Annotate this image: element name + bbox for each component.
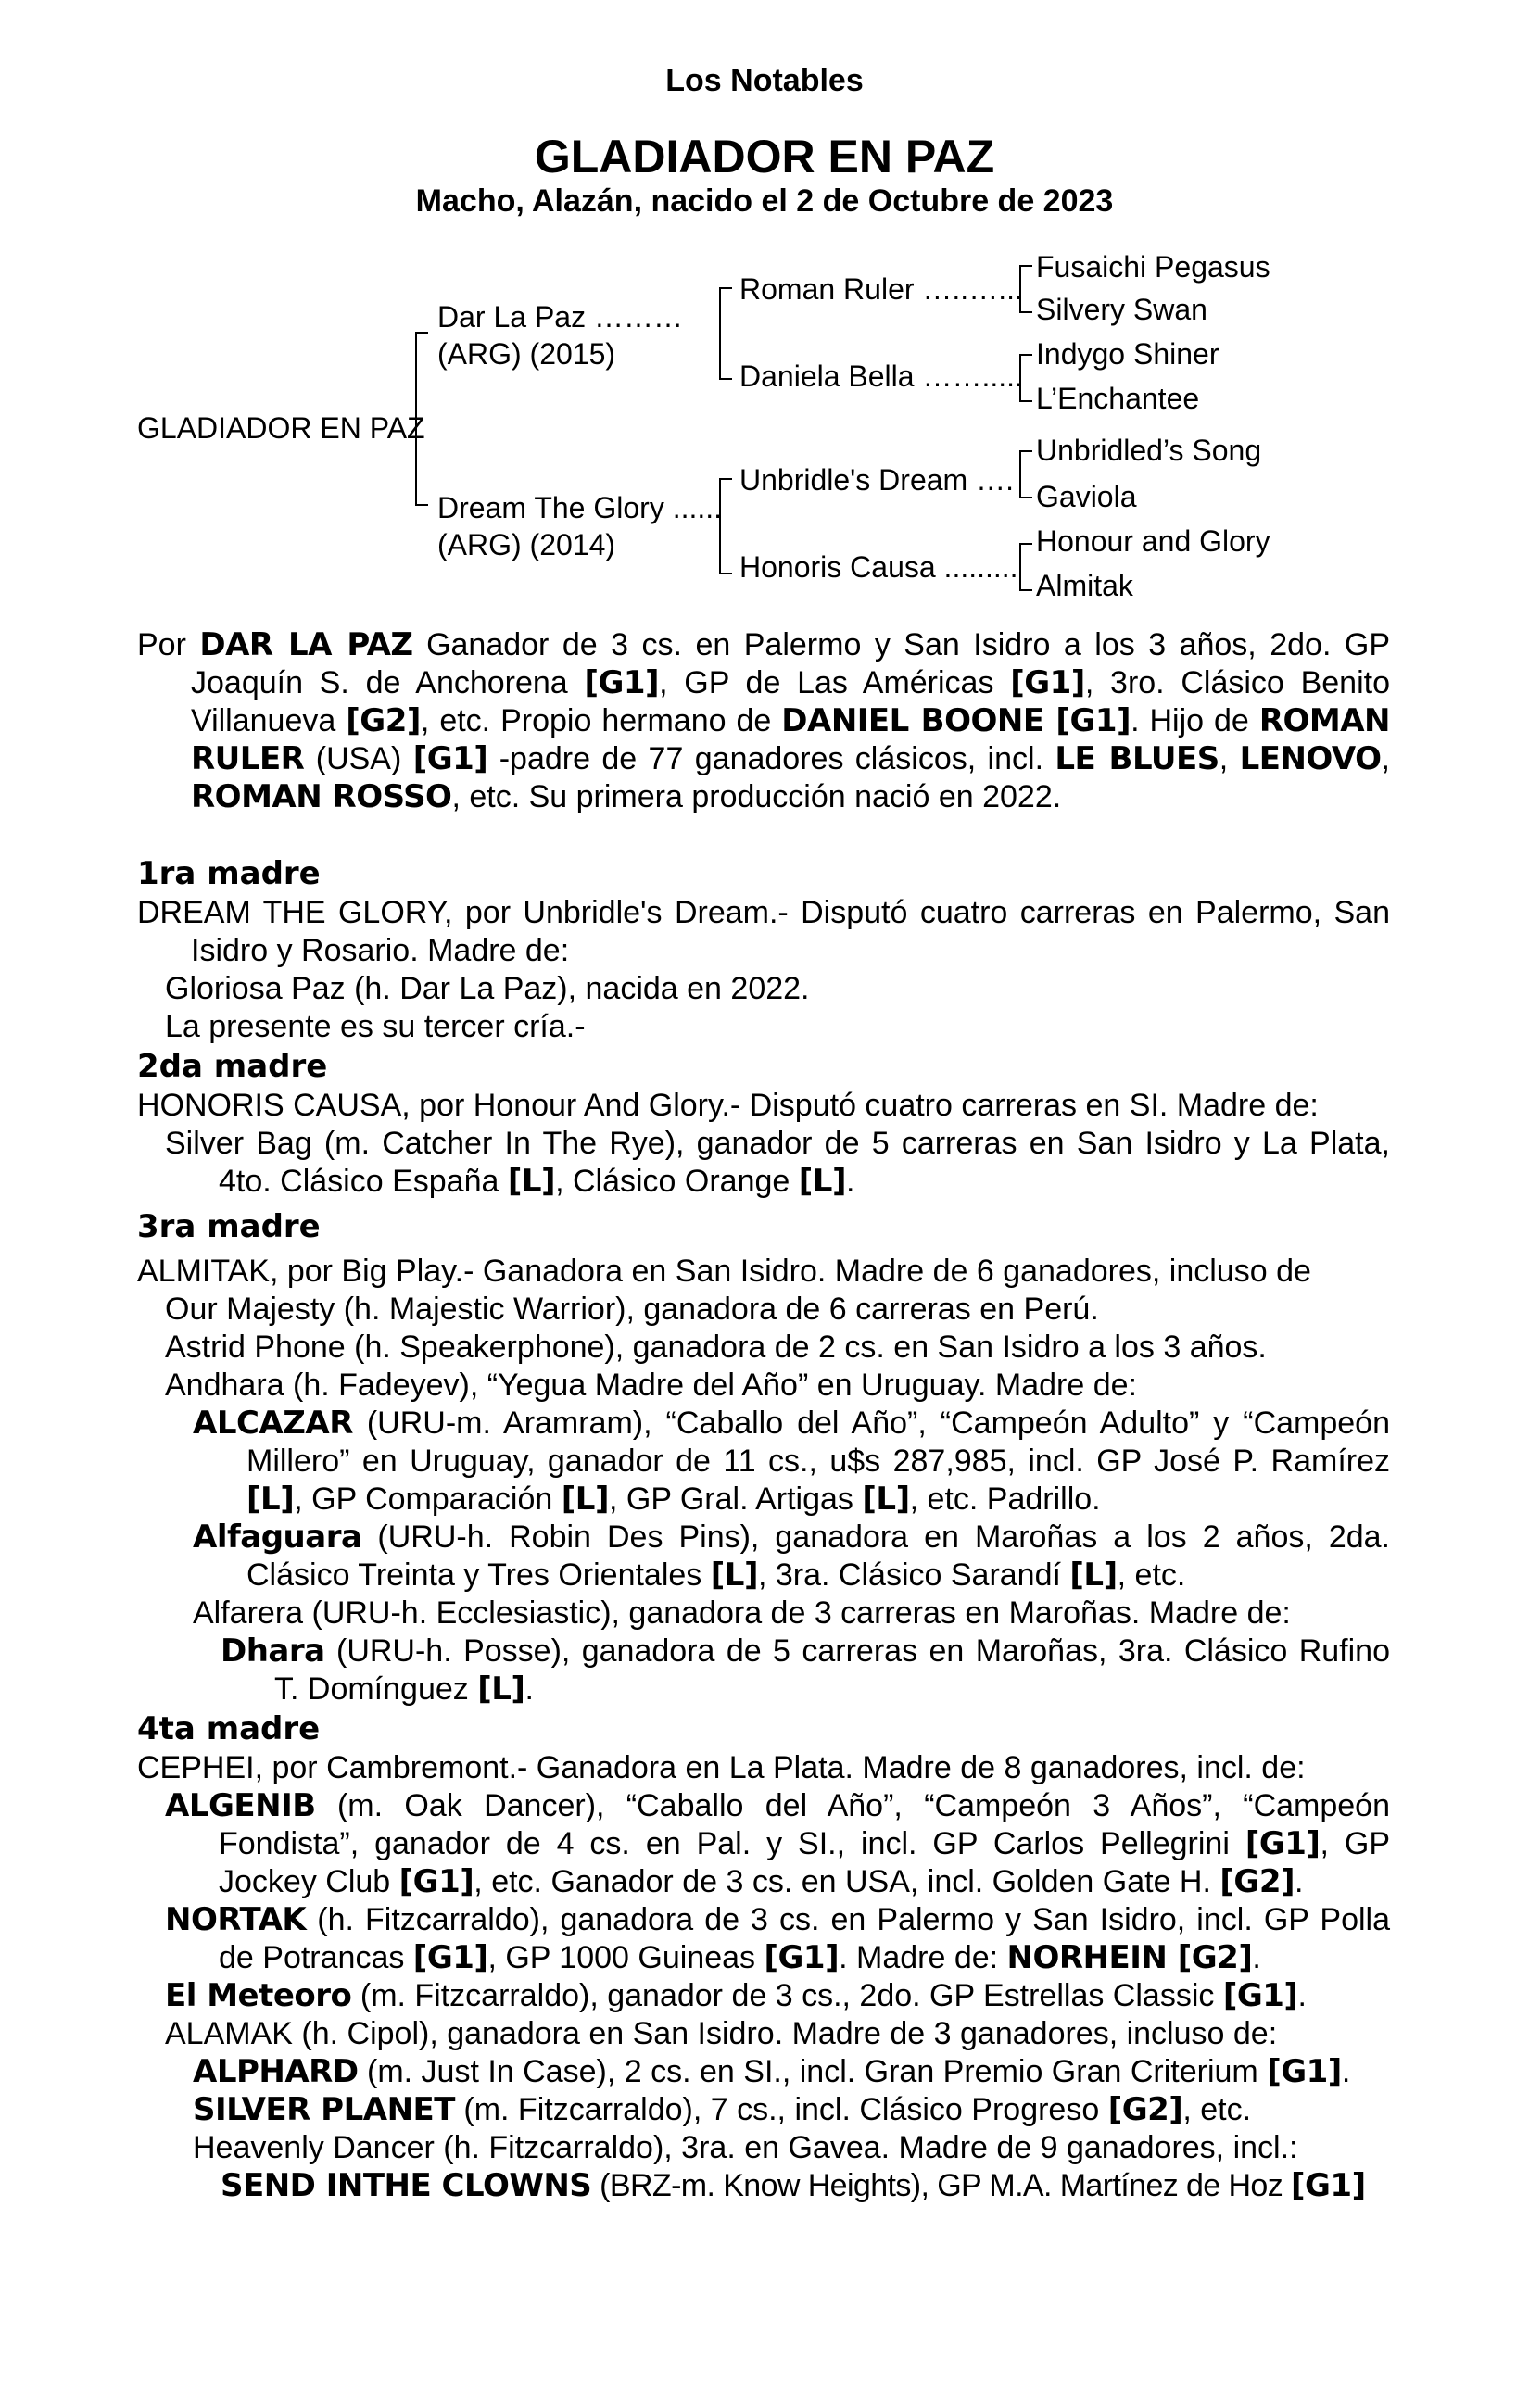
horse-name: GLADIADOR EN PAZ — [534, 131, 995, 183]
dam2-produce: Silver Bag (m. Catcher In The Rye), ganador de 5 carreras en San Isidro y La Plata, 4to. Clásico España [L], Clásico Orange [L]. — [165, 1126, 1390, 1200]
bracket-sire — [719, 287, 732, 380]
dam4-alamak: ALAMAK (h. Cipol), ganadora en San Isidro. Madre de 3 ganadores, incluso de: — [165, 2016, 1278, 2051]
pedigree-sire: Dar La Paz ……… — [437, 300, 683, 334]
dam3-entry: ALMITAK, por Big Play.- Ganadora en San Isidro. Madre de 6 ganadores, incluso de — [137, 1254, 1311, 1289]
dam3-produce-1: Our Majesty (h. Majestic Warrior), ganadora de 6 carreras en Perú. — [165, 1292, 1099, 1327]
pedigree-subject: GLADIADOR EN PAZ — [137, 411, 425, 445]
bracket-sd — [1019, 354, 1032, 402]
dam2-entry: HONORIS CAUSA, por Honour And Glory.- Disputó cuatro carreras en SI. Madre de: — [137, 1088, 1319, 1123]
section-4ta-madre: 4ta madre — [137, 1710, 321, 1747]
dam4-silver-planet: SILVER PLANET (m. Fitzcarraldo), 7 cs., incl. Clásico Progreso [G2], etc. — [193, 2091, 1252, 2128]
dam4-heavenly-dancer: Heavenly Dancer (h. Fitzcarraldo), 3ra. en Gavea. Madre de 9 ganadores, incl.: — [193, 2130, 1298, 2165]
pedigree-sire-detail: (ARG) (2015) — [437, 337, 616, 371]
sire-paragraph: Por DAR LA PAZ Ganador de 3 cs. en Palermo y San Isidro a los 3 años, 2do. GP Joaquín S. de Anchorena [G1], GP de Las Américas [G1], 3ro. Clásico Benito Villanueva [G2], etc. Propio hermano de DANIEL BOONE [G1]. Hijo de ROMAN RULER (USA) [G1] -padre de 77 ganadores clásicos, incl. LE BLUES, LENOVO, ROMAN ROSSO, etc. Su primera producción nació en 2022. — [137, 626, 1391, 815]
bracket-ss — [1019, 265, 1032, 313]
pedigree-dam-detail: (ARG) (2014) — [437, 528, 616, 561]
bracket-ds — [1019, 450, 1032, 498]
dam4-meteoro: El Meteoro (m. Fitzcarraldo), ganador de 3 cs., 2do. GP Estrellas Classic [G1]. — [165, 1977, 1307, 2014]
pedigree-g3-1: Fusaichi Pegasus — [1036, 250, 1270, 284]
pedigree-dam-sire: Unbridle's Dream …. — [739, 463, 1014, 497]
bracket-dd — [1019, 543, 1032, 591]
dam4-alphard: ALPHARD (m. Just In Case), 2 cs. en SI., incl. Gran Premio Gran Criterium [G1]. — [193, 2053, 1351, 2090]
dam4-algenib: ALGENIB (m. Oak Dancer), “Caballo del Año”, “Campeón 3 Años”, “Campeón Fondista”, ganador de 4 cs. en Pal. y SI., incl. GP Carlos Pellegrini [G1], GP Jockey Club [G1], etc. Ganador de 3 cs. en USA, incl. Golden Gate H. [G2]. — [165, 1787, 1390, 1900]
pedigree-g3-7: Honour and Glory — [1036, 524, 1270, 558]
dam3-produce-3: Andhara (h. Fadeyev), “Yegua Madre del Año” en Uruguay. Madre de: — [165, 1368, 1137, 1403]
pedigree-dam-dam: Honoris Causa ......... — [739, 550, 1018, 584]
section-3ra-madre: 3ra madre — [137, 1208, 321, 1245]
dam4-send-in-the-clowns: SEND INTHE CLOWNS (BRZ-m. Know Heights), GP M.A. Martínez de Hoz [G1] — [221, 2167, 1366, 2204]
dam1-produce: Gloriosa Paz (h. Dar La Paz), nacida en 2022. — [165, 971, 810, 1006]
section-2da-madre: 2da madre — [137, 1048, 328, 1085]
dam4-entry: CEPHEI, por Cambremont.- Ganadora en La Plata. Madre de 8 ganadores, incl. de: — [137, 1750, 1306, 1785]
pedigree-chart — [0, 241, 1529, 621]
pedigree-g3-8: Almitak — [1036, 569, 1133, 602]
pedigree-g3-5: Unbridled’s Song — [1036, 434, 1262, 467]
series-title: Los Notables — [665, 63, 864, 98]
horse-description: Macho, Alazán, nacido el 2 de Octubre de 2023 — [415, 183, 1114, 219]
dam4-nortak: NORTAK (h. Fitzcarraldo), ganadora de 3 cs. en Palermo y San Isidro, incl. GP Polla de Potrancas [G1], GP 1000 Guineas [G1]. Madre de: NORHEIN [G2]. — [165, 1901, 1390, 1976]
dam3-alfarera: Alfarera (URU-h. Ecclesiastic), ganadora de 3 carreras en Maroñas. Madre de: — [193, 1595, 1291, 1631]
pedigree-sire-sire: Roman Ruler …..…... — [739, 272, 1023, 306]
section-1ra-madre: 1ra madre — [137, 855, 321, 892]
pedigree-sire-dam: Daniela Bella ……..... — [739, 359, 1023, 393]
dam3-alcazar: ALCAZAR (URU-m. Aramram), “Caballo del Año”, “Campeón Adulto” y “Campeón Millero” en Uruguay, ganador de 11 cs., u$s 287,985, incl. GP José P. Ramírez [L], GP Comparación [L], GP Gral. Artigas [L], etc. Padrillo. — [193, 1405, 1390, 1518]
pedigree-g3-3: Indygo Shiner — [1036, 337, 1219, 371]
pedigree-dam: Dream The Glory ...... — [437, 491, 723, 524]
dam3-produce-2: Astrid Phone (h. Speakerphone), ganadora de 2 cs. en San Isidro a los 3 años. — [165, 1330, 1267, 1365]
bracket-gen1 — [415, 332, 428, 506]
catalog-body — [137, 626, 1390, 2205]
pedigree-g3-6: Gaviola — [1036, 480, 1137, 513]
dam1-note: La presente es su tercer cría.- — [165, 1009, 586, 1044]
dam3-dhara: Dhara (URU-h. Posse), ganadora de 5 carreras en Maroñas, 3ra. Clásico Rufino T. Domínguez [L]. — [221, 1633, 1390, 1708]
bracket-dam — [719, 478, 732, 574]
pedigree-g3-4: L’Enchantee — [1036, 382, 1200, 415]
dam1-entry: DREAM THE GLORY, por Unbridle's Dream.- Disputó cuatro carreras en Palermo, San Isidro y Rosario. Madre de: — [137, 895, 1390, 968]
pedigree-g3-2: Silvery Swan — [1036, 293, 1207, 326]
dam3-alfaguara: Alfaguara (URU-h. Robin Des Pins), ganadora en Maroñas a los 2 años, 2da. Clásico Treinta y Tres Orientales [L], 3ra. Clásico Sarandí [L], etc. — [193, 1519, 1390, 1594]
